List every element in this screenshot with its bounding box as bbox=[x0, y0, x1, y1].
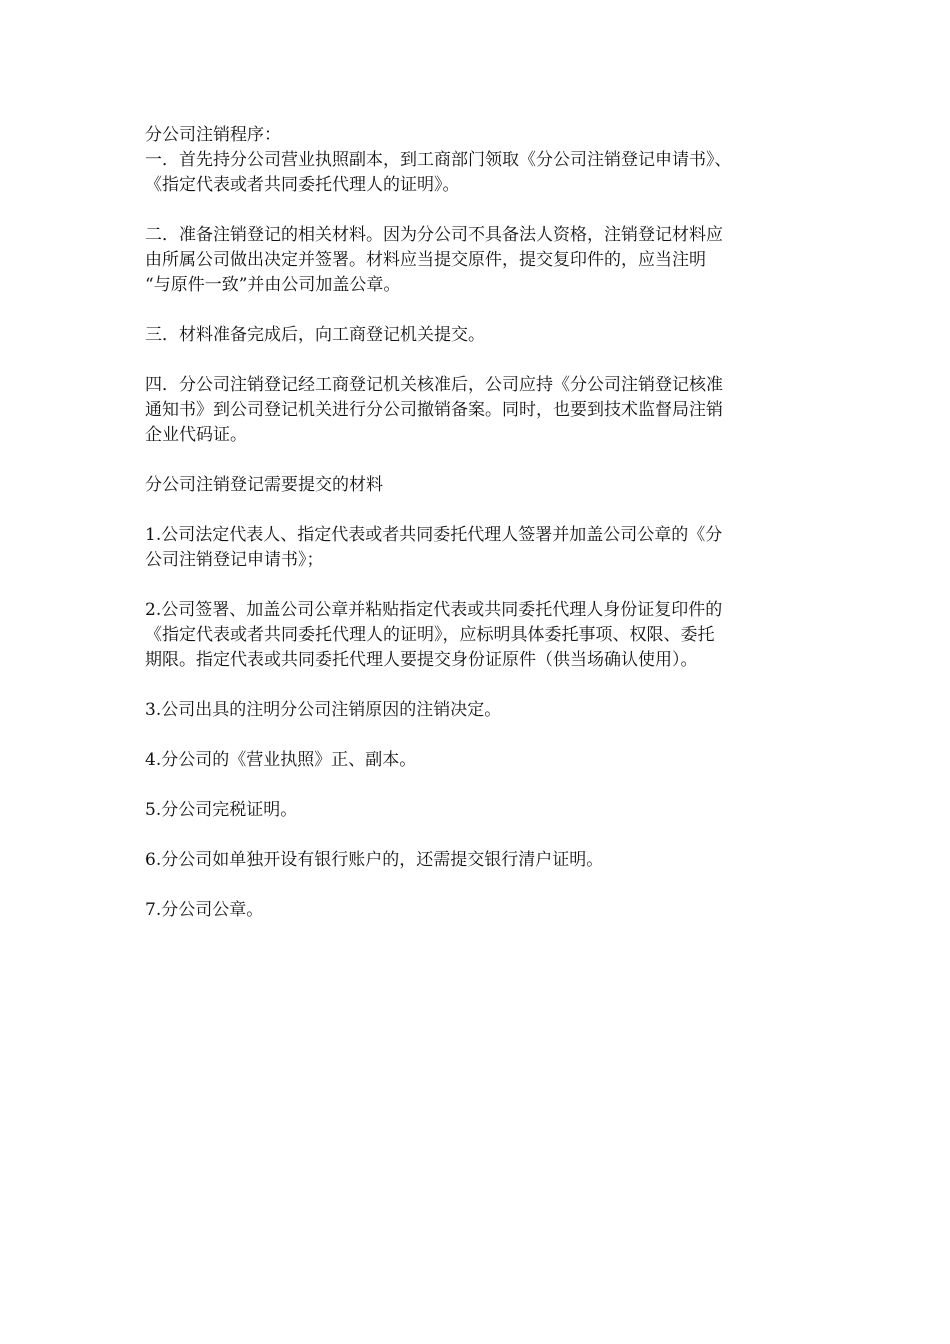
paragraph-gap bbox=[145, 498, 817, 523]
paragraph-gap bbox=[145, 198, 817, 223]
paragraph-line: 期限。指定代表或共同委托代理人要提交身份证原件（供当场确认使用）。 bbox=[145, 650, 698, 670]
paragraph-line: “与原件一致”并由公司加盖公章。 bbox=[145, 275, 401, 295]
paragraph-line: 一．首先持分公司营业执照副本，到工商部门领取《分公司注销登记申请书》、 bbox=[145, 150, 732, 170]
document-heading: 分公司注销程序： bbox=[145, 125, 281, 145]
paragraph-line: 7.分公司公章。 bbox=[145, 900, 264, 920]
material-item-5 bbox=[145, 798, 817, 823]
material-item-3 bbox=[145, 698, 817, 723]
material-item-6 bbox=[145, 848, 817, 873]
document-body bbox=[145, 123, 817, 923]
paragraph-line: 3.公司出具的注明分公司注销原因的注销决定。 bbox=[145, 700, 502, 720]
paragraph-line: 《指定代表或者共同委托代理人的证明》，应标明具体委托事项、权限、委托 bbox=[145, 625, 715, 645]
paragraph-gap bbox=[145, 448, 817, 473]
paragraph-line: 由所属公司做出决定并签署。材料应当提交原件，提交复印件的，应当注明 bbox=[145, 250, 706, 270]
paragraph-gap bbox=[145, 673, 817, 698]
paragraph-line: 三．材料准备完成后，向工商登记机关提交。 bbox=[145, 325, 485, 345]
paragraph-gap bbox=[145, 573, 817, 598]
paragraph-gap bbox=[145, 823, 817, 848]
paragraph-line: 二．准备注销登记的相关材料。因为分公司不具备法人资格，注销登记材料应 bbox=[145, 225, 723, 245]
paragraph-line: 《指定代表或者共同委托代理人的证明》。 bbox=[145, 175, 460, 195]
paragraph-line: 5.分公司完税证明。 bbox=[145, 800, 298, 820]
paragraph-line: 2.公司签署、加盖公司公章并粘贴指定代表或共同委托代理人身份证复印件的 bbox=[145, 600, 723, 620]
paragraph-line: 4.分公司的《营业执照》正、副本。 bbox=[145, 750, 417, 770]
paragraph-gap bbox=[145, 348, 817, 373]
procedure-step-1 bbox=[145, 148, 817, 198]
materials-heading: 分公司注销登记需要提交的材料 bbox=[145, 475, 383, 495]
material-item-7 bbox=[145, 898, 817, 923]
paragraph-gap bbox=[145, 723, 817, 748]
paragraph-line: 通知书》到公司登记机关进行分公司撤销备案。同时，也要到技术监督局注销 bbox=[145, 400, 723, 420]
paragraph-line: 企业代码证。 bbox=[145, 425, 247, 445]
paragraph-gap bbox=[145, 873, 817, 898]
procedure-step-2 bbox=[145, 223, 817, 298]
paragraph-line: 6.分公司如单独开设有银行账户的，还需提交银行清户证明。 bbox=[145, 850, 604, 870]
material-item-1 bbox=[145, 523, 817, 573]
paragraph-gap bbox=[145, 773, 817, 798]
procedure-step-4 bbox=[145, 373, 817, 448]
material-item-2 bbox=[145, 598, 817, 673]
procedure-step-3 bbox=[145, 323, 817, 348]
paragraph-line: 1.公司法定代表人、指定代表或者共同委托代理人签署并加盖公司公章的《分 bbox=[145, 525, 723, 545]
paragraph-gap bbox=[145, 298, 817, 323]
paragraph-line: 四．分公司注销登记经工商登记机关核准后，公司应持《分公司注销登记核准 bbox=[145, 375, 723, 395]
paragraph-line: 公司注销登记申请书》； bbox=[145, 550, 324, 570]
material-item-4 bbox=[145, 748, 817, 773]
